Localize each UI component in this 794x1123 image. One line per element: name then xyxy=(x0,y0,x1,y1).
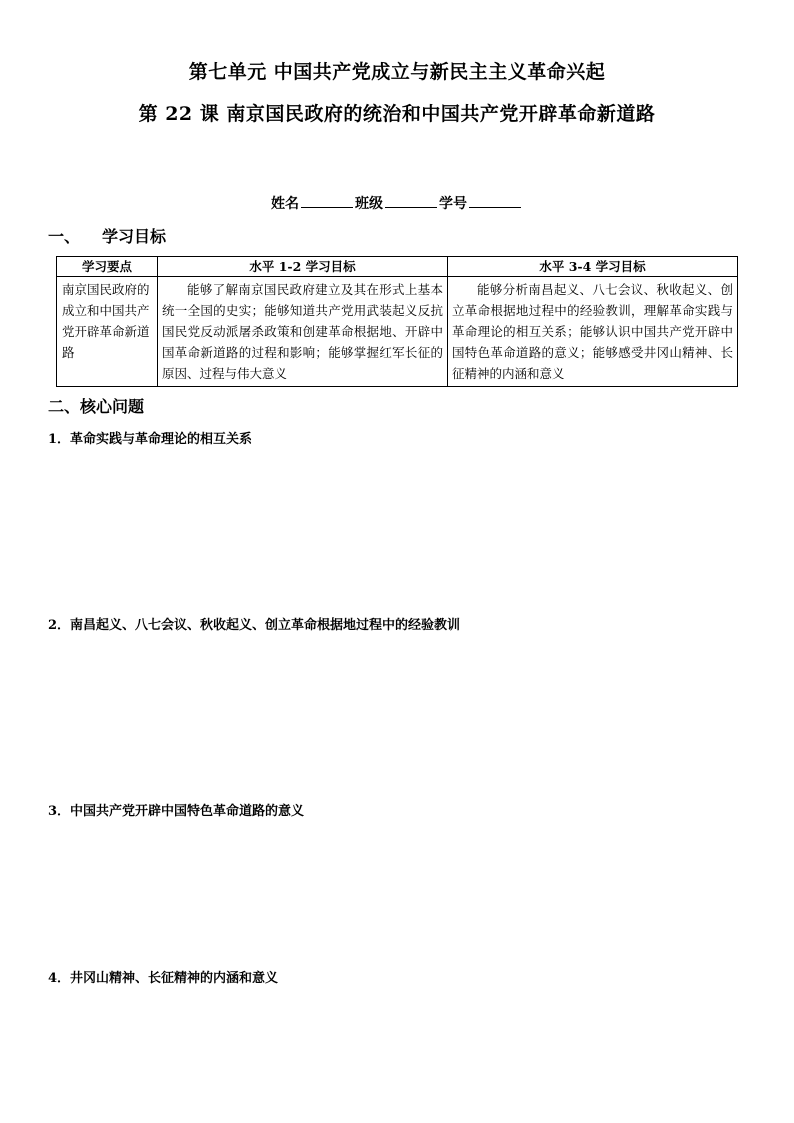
id-label: 学号 xyxy=(439,196,467,212)
table-header-level-1-2: 水平 1-2 学习目标 xyxy=(158,257,448,277)
table-cell-level-3-4: 能够分析南昌起义、八七会议、秋收起义、创立革命根据地过程中的经验教训，理解革命实践与革命理论的相互关系；能够认识中国共产党开辟中国特色革命道路的意义；能够感受井冈山精神、长征精神的内涵和意义 xyxy=(448,277,738,387)
section-heading-core-questions: 二、核心问题 xyxy=(48,397,145,416)
question-2: 2．南昌起义、八七会议、秋收起义、创立革命根据地过程中的经验教训 xyxy=(48,618,461,633)
table-header-point: 学习要点 xyxy=(57,257,158,277)
id-blank[interactable] xyxy=(469,195,521,208)
question-4: 4．井冈山精神、长征精神的内涵和意义 xyxy=(48,971,279,986)
question-1: 1．革命实践与革命理论的相互关系 xyxy=(48,432,253,447)
table-row xyxy=(57,277,738,387)
section-number: 一、 xyxy=(48,227,81,246)
table-header-row xyxy=(57,257,738,277)
table-cell-level-1-2: 能够了解南京国民政府建立及其在形式上基本统一全国的史实；能够知道共产党用武装起义反抗国民党反动派屠杀政策和创建革命根据地、开辟中国革命新道路的过程和影响；能够掌握红军长征的原因、过程与伟大意义 xyxy=(158,277,448,387)
name-label: 姓名 xyxy=(271,196,299,212)
section-title: 学习目标 xyxy=(102,227,167,246)
class-blank[interactable] xyxy=(385,195,437,208)
lesson-title: 第 22 课 南京国民政府的统治和中国共产党开辟革命新道路 xyxy=(138,103,656,125)
class-label: 班级 xyxy=(355,196,383,212)
name-blank[interactable] xyxy=(301,195,353,208)
table-cell-point: 南京国民政府的成立和中国共产党开辟革命新道路 xyxy=(57,277,158,387)
learning-goals-table xyxy=(56,256,738,387)
unit-title: 第七单元 中国共产党成立与新民主主义革命兴起 xyxy=(188,61,606,83)
table-header-level-3-4: 水平 3-4 学习目标 xyxy=(448,257,738,277)
student-info-line xyxy=(0,193,794,213)
section-heading-learning-goals xyxy=(48,224,166,247)
question-3: 3．中国共产党开辟中国特色革命道路的意义 xyxy=(48,804,305,819)
